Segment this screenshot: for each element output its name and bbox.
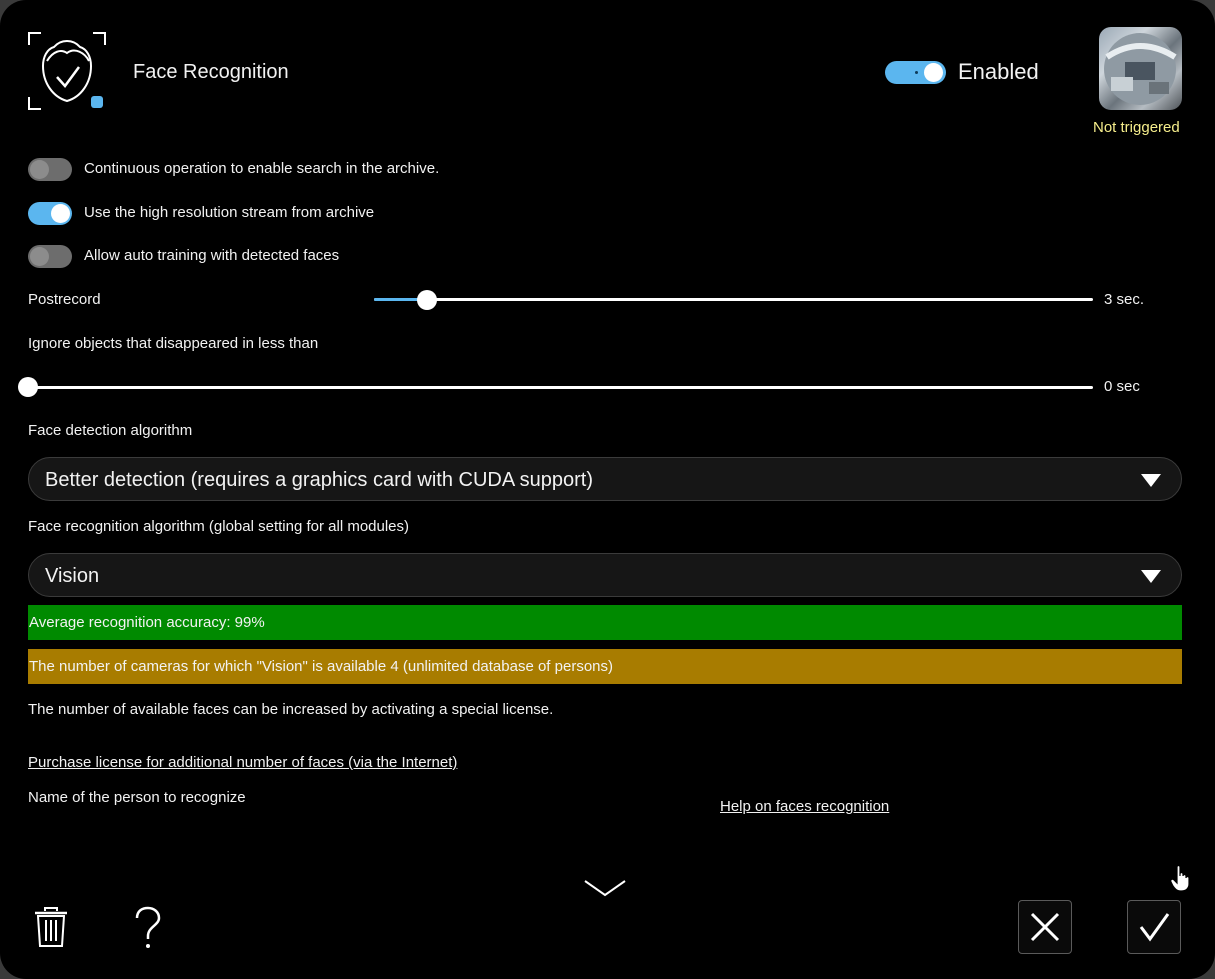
person-name-label: Name of the person to recognize	[28, 789, 246, 806]
postrecord-slider-track[interactable]	[374, 298, 1093, 301]
toggle-knob	[30, 247, 49, 266]
detection-algorithm-select[interactable]	[28, 457, 1182, 501]
postrecord-label: Postrecord	[28, 291, 101, 308]
hand-cursor-icon	[1170, 864, 1192, 892]
detection-selected-value: Better detection (requires a graphics card with CUDA support)	[45, 469, 594, 491]
continuous-toggle[interactable]	[28, 158, 72, 181]
trash-icon[interactable]	[33, 906, 69, 948]
ignore-label: Ignore objects that disappeared in less than	[28, 335, 319, 352]
ignore-slider-track[interactable]	[28, 386, 1093, 389]
dropdown-arrow-icon	[1141, 474, 1161, 487]
camera-preview-thumbnail[interactable]	[1099, 27, 1182, 110]
check-icon	[1128, 901, 1180, 953]
close-icon	[1019, 901, 1071, 953]
toggle-knob	[924, 63, 943, 82]
face-recognition-icon	[27, 31, 107, 111]
help-faces-link[interactable]: Help on faces recognition	[720, 798, 890, 815]
recognition-algorithm-select[interactable]	[28, 553, 1182, 597]
ok-button[interactable]	[1127, 900, 1181, 954]
high-res-label: Use the high resolution stream from archive	[84, 204, 375, 221]
cameras-text: The number of cameras for which "Vision" is available 4 (unlimited database of persons)	[29, 658, 613, 675]
cancel-button[interactable]	[1018, 900, 1072, 954]
toggle-dot	[915, 71, 918, 74]
enabled-toggle[interactable]	[885, 61, 946, 84]
accuracy-text: Average recognition accuracy: 99%	[29, 614, 265, 631]
continuous-label: Continuous operation to enable search in the archive.	[84, 160, 440, 177]
enabled-label: Enabled	[958, 59, 1039, 84]
question-icon[interactable]	[135, 906, 161, 950]
auto-training-label: Allow auto training with detected faces	[84, 247, 340, 264]
detection-label: Face detection algorithm	[28, 422, 193, 439]
auto-training-toggle[interactable]	[28, 245, 72, 268]
license-note: The number of available faces can be increased by activating a special license.	[28, 701, 554, 718]
high-res-toggle[interactable]	[28, 202, 72, 225]
postrecord-slider-handle[interactable]	[417, 290, 437, 310]
dropdown-arrow-icon	[1141, 570, 1161, 583]
recognition-selected-value: Vision	[45, 565, 100, 587]
accuracy-banner	[28, 605, 1182, 640]
toggle-knob	[30, 160, 49, 179]
status-text: Not triggered	[1093, 119, 1180, 136]
purchase-license-link[interactable]: Purchase license for additional number of faces (via the Internet)	[28, 754, 458, 771]
recognition-label: Face recognition algorithm (global setting for all modules)	[28, 518, 410, 535]
toggle-knob	[51, 204, 70, 223]
postrecord-value: 3 sec.	[1104, 291, 1145, 308]
ignore-slider-handle[interactable]	[18, 377, 38, 397]
chevron-down-icon[interactable]	[584, 878, 626, 898]
cameras-banner	[28, 649, 1182, 684]
ignore-value: 0 sec	[1104, 378, 1140, 395]
page-title: Face Recognition	[133, 61, 289, 83]
